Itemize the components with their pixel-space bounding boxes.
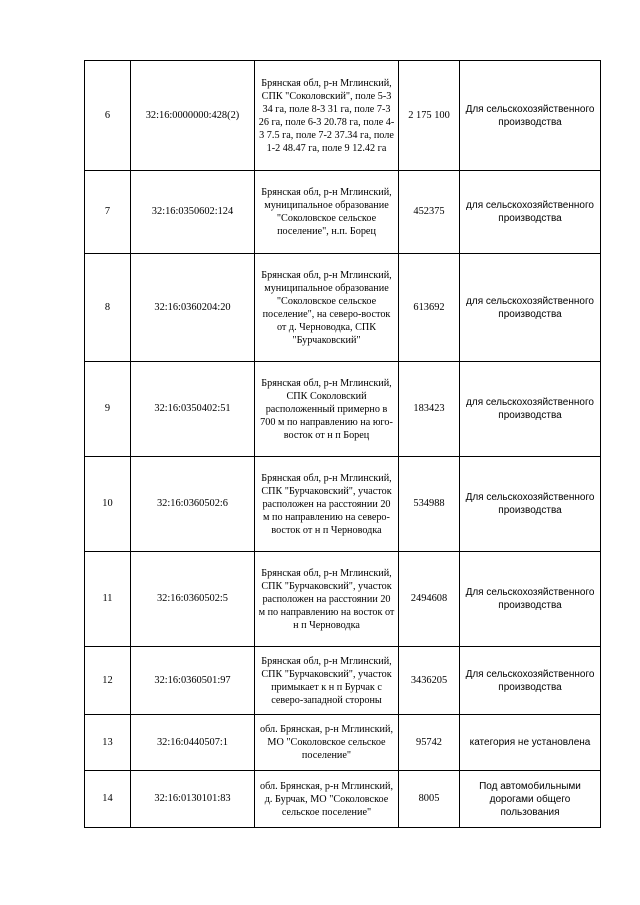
row-number: 12 bbox=[85, 647, 131, 715]
row-number: 7 bbox=[85, 171, 131, 254]
cadastral-number: 32:16:0350602:124 bbox=[131, 171, 255, 254]
plot-address: Брянская обл, р-н Мглинский, муниципальное образование "Соколовское сельское поселение", н.п. Борец bbox=[255, 171, 399, 254]
row-number: 10 bbox=[85, 457, 131, 552]
cadastral-number: 32:16:0360501:97 bbox=[131, 647, 255, 715]
land-plots-table bbox=[84, 60, 601, 828]
plot-address: Брянская обл, р-н Мглинский, СПК "Соколовский", поле 5-3 34 га, поле 8-3 31 га, поле 7-3 26 га, поле 6-3 20.78 га, поле 4-3 7.5 га, поле 7-2 37.34 га, поле 1-2 48.47 га, поле 9 12.42 га bbox=[255, 61, 399, 171]
row-number: 13 bbox=[85, 715, 131, 771]
plot-area: 452375 bbox=[399, 171, 460, 254]
table-row bbox=[85, 457, 601, 552]
plot-address: Брянская обл, р-н Мглинский, СПК "Бурчаковский", участок расположен на расстоянии 20 м по направлению на северо-восток от н п Черноводка bbox=[255, 457, 399, 552]
table-row bbox=[85, 715, 601, 771]
row-number: 6 bbox=[85, 61, 131, 171]
table-body bbox=[85, 61, 601, 828]
table-row bbox=[85, 771, 601, 828]
cadastral-number: 32:16:0130101:83 bbox=[131, 771, 255, 828]
row-number: 14 bbox=[85, 771, 131, 828]
land-category: Под автомобильными дорогами общего пользования bbox=[460, 771, 601, 828]
plot-area: 2 175 100 bbox=[399, 61, 460, 171]
cadastral-number: 32:16:0360502:6 bbox=[131, 457, 255, 552]
table-row bbox=[85, 647, 601, 715]
land-category: для сельскохозяйственного производства bbox=[460, 171, 601, 254]
cadastral-number: 32:16:0360502:5 bbox=[131, 552, 255, 647]
row-number: 8 bbox=[85, 254, 131, 362]
cadastral-number: 32:16:0000000:428(2) bbox=[131, 61, 255, 171]
land-category: Для сельскохозяйственного производства bbox=[460, 552, 601, 647]
cadastral-number: 32:16:0440507:1 bbox=[131, 715, 255, 771]
plot-area: 613692 bbox=[399, 254, 460, 362]
land-category: Для сельскохозяйственного производства bbox=[460, 647, 601, 715]
row-number: 11 bbox=[85, 552, 131, 647]
plot-area: 183423 bbox=[399, 362, 460, 457]
plot-area: 2494608 bbox=[399, 552, 460, 647]
table-row bbox=[85, 171, 601, 254]
plot-area: 3436205 bbox=[399, 647, 460, 715]
plot-area: 8005 bbox=[399, 771, 460, 828]
land-category: для сельскохозяйственного производства bbox=[460, 254, 601, 362]
cadastral-number: 32:16:0360204:20 bbox=[131, 254, 255, 362]
plot-area: 95742 bbox=[399, 715, 460, 771]
plot-address: Брянская обл, р-н Мглинский, СПК "Бурчаковский", участок расположен на расстоянии 20 м по направлению на восток от н п Черноводка bbox=[255, 552, 399, 647]
plot-address: Брянская обл, р-н Мглинский, муниципальное образование "Соколовское сельское поселение", на северо-восток от д. Черноводка, СПК "Бурчаковский" bbox=[255, 254, 399, 362]
land-category: Для сельскохозяйственного производства bbox=[460, 61, 601, 171]
land-category: для сельскохозяйственного производства bbox=[460, 362, 601, 457]
table-row bbox=[85, 61, 601, 171]
plot-area: 534988 bbox=[399, 457, 460, 552]
plot-address: Брянская обл, р-н Мглинский, СПК "Бурчаковский", участок примыкает к н п Бурчак с северо-западной стороны bbox=[255, 647, 399, 715]
land-category: Для сельскохозяйственного производства bbox=[460, 457, 601, 552]
plot-address: Брянская обл, р-н Мглинский, СПК Соколовский расположенный примерно в 700 м по направлению на юго-восток от н п Борец bbox=[255, 362, 399, 457]
table-row bbox=[85, 362, 601, 457]
plot-address: обл. Брянская, р-н Мглинский, д. Бурчак, МО "Соколовское сельское поселение" bbox=[255, 771, 399, 828]
cadastral-number: 32:16:0350402:51 bbox=[131, 362, 255, 457]
table-row bbox=[85, 254, 601, 362]
plot-address: обл. Брянская, р-н Мглинский, МО "Соколовское сельское поселение" bbox=[255, 715, 399, 771]
row-number: 9 bbox=[85, 362, 131, 457]
land-category: категория не установлена bbox=[460, 715, 601, 771]
table-row bbox=[85, 552, 601, 647]
